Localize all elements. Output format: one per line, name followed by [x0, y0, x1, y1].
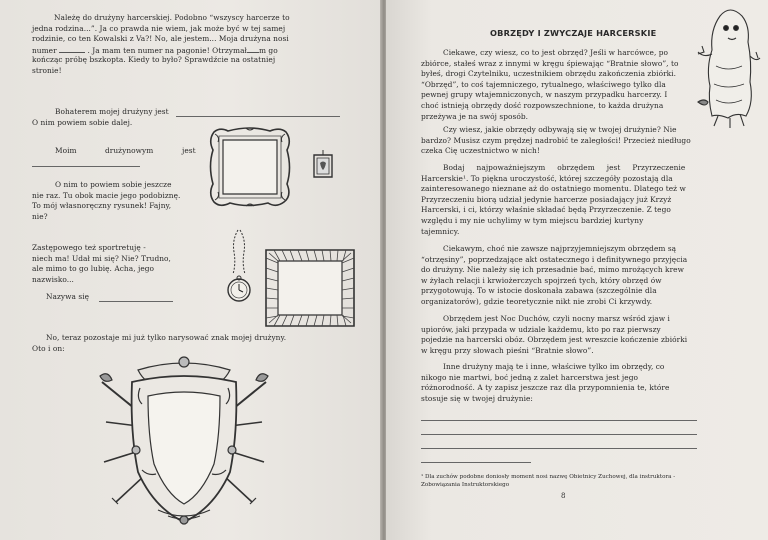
writing-line-3[interactable] — [421, 448, 697, 449]
p4-line-1: Ciekawym, choć nie zawsze najprzyjemniejszym obrzędem są — [443, 244, 677, 253]
p3-line-5: Harcerski, i ci, którzy właśnie składać będą Przyrzeczenie. Z tego — [421, 205, 671, 215]
pocket-watch-icon — [224, 228, 254, 306]
intro-numer-rest: . Ja mam ten numer na pagonie! Otrzymał — [87, 45, 247, 55]
p6-line-4: stosuje się w twojej drużynie: — [421, 393, 533, 403]
p1-line-7: przeżywa je na swój sposób. — [421, 111, 529, 121]
p1-line-4: “Obrzęd”, to coś tajemniczego, rytualnego, właściwego tylko dla — [421, 79, 666, 89]
deputy-line-1: Zastępowego też sportretuję - — [32, 243, 146, 252]
closing-line-2: Oto i on: — [32, 343, 65, 353]
p3-line-7: tajemnicy. — [421, 226, 460, 236]
p4-line-6: organizatorów), gdzie teoretycznie nikt nie zrobi Ci krzywdy. — [421, 297, 653, 306]
about-line-1: O nim to powiem sobie jeszcze — [55, 180, 172, 189]
footnote-rule — [421, 462, 531, 463]
intro-numer: numer — [32, 45, 57, 55]
p4-line-2: “otrzęsiny”, poprzedzające akt ostatecznego i definitywnego przyjęcia — [421, 254, 688, 264]
intro-go: m go — [258, 45, 278, 55]
called-line: Nazywa się — [46, 292, 90, 301]
left-page — [0, 0, 382, 540]
intro-line-5: kończąc próbę bszkopta. Kiedy to było? Sprawdźcie na ostatniej — [32, 55, 276, 65]
p4-line-3: do drużyny. Nie należy się ich przesadnie bać, mimo mrożących krew — [421, 265, 684, 275]
leader-word-3: jest — [182, 146, 196, 155]
p3-line-1: Bodaj najpoważniejszym obrzędem jest Przyrzeczenie — [443, 163, 686, 172]
p3-line-2: Harcerskie¹. To piękna uroczystość, której szczegóły pozostają dla — [421, 173, 673, 183]
footnote-line-1: ¹ Dla zuchów podobne doniosły moment nosi nazwę Obietnicy Zuchowej, dla instruktora - — [421, 473, 676, 480]
p3-line-6: względu i my nie uchylimy w tym miejscu bardziej kurtyny — [421, 216, 644, 225]
intro-line-1: Należę do drużyny harcerskiej. Podobno “wszyscy harcerze to — [54, 13, 290, 22]
p5-line-2: upiorów, jaki przypada w udziale każdemu, kto po raz pierwszy — [421, 324, 661, 334]
p1-line-6: choć istnieją obrzędy dość rozpowszechnione, to każda drużyna — [421, 101, 664, 110]
p1-line-3: byłeś, drogi Czytelniku, uczestnikiem obrzędu zakończenia zbiórki. — [421, 69, 676, 79]
p6-line-1: Inne drużyny mają te i inne, właściwe tylko im obrzędy, co — [443, 362, 665, 371]
about-line-2: nie raz. Tu obok macie jego podobiznę. — [32, 190, 181, 200]
p5-line-1: Obrzędem jest Noc Duchów, czyli nocny marsz wśród zjaw i — [443, 314, 670, 323]
p5-line-3: pojedzie na harcerski obóz. Obrzędem jest wreszcie kończenie zbiórki — [421, 335, 688, 345]
writing-line-1[interactable] — [421, 420, 697, 421]
writing-line-2[interactable] — [421, 434, 697, 435]
about-line-3: To mój własnoręczny rysunek! Fajny, — [32, 201, 172, 211]
p4-line-4: w żyłach relacji i krwiożerczych spojrzeń tych, który obrzęd ów — [421, 275, 662, 285]
p1-line-2: zbiórce, stałeś wraz z innymi w kręgu śpiewając “Bratnie słowo”, to — [421, 58, 679, 68]
p3-line-3: zainteresowanego nieznane aż do ostatniego momentu. Dlatego też w — [421, 184, 686, 194]
deputy-name-blank[interactable] — [99, 301, 173, 302]
p5-line-4: w kręgu przy słowach pieśni “Bratnie słowo”. — [421, 345, 594, 355]
leader-word-2: drużynowym — [105, 146, 154, 155]
intro-line-2: jedna rodzina...”. Ja co prawda nie wiem, jak może być w tej samej — [32, 23, 286, 33]
ghost-illustration — [694, 6, 762, 132]
leader-word-1: Moim — [55, 146, 77, 155]
p2-line-2: bardzo? Musisz czym prędzej nadrobić te zaległości! Przecież niedługo — [421, 135, 691, 145]
intro-line-3: rodzinie, co ten Kowalski z Va?! No, ale jestem... Moja drużyna nosi — [32, 34, 289, 44]
p6-line-2: nikogo nie martwi, boć jedną z zalet harcerstwa jest jego — [421, 372, 638, 382]
leader-name-blank[interactable] — [32, 166, 140, 167]
p1-line-1: Ciekawe, czy wiesz, co to jest obrzęd? Jeśli w harcówce, po — [443, 48, 669, 57]
hero-line-2: O nim powiem sobie dalej. — [32, 118, 133, 127]
p4-line-5: przygotowują. To w istocie doskonała zabawa (szczególnie dla — [421, 286, 657, 296]
footnote-line-2: Zobowiązania Instruktorskiego — [421, 481, 510, 488]
about-line-4: nie? — [32, 211, 48, 221]
deputy-line-3: ale mimo to go lubię. Acha, jego — [32, 264, 155, 274]
deputy-line-2: niech ma! Udał mi się? Nie? Trudno, — [32, 253, 171, 263]
hero-name-blank[interactable] — [176, 116, 340, 117]
ornate-portrait-frame — [208, 126, 292, 208]
p3-line-4: Przyrzeczeniu biorą udział jedynie harcerze posiadający już Krzyż — [421, 194, 672, 204]
p2-line-3: czeka Cię uczestnictwo w nich! — [421, 146, 540, 156]
closing-line-1: No, teraz pozostaje mi już tylko narysować znak mojej drużyny. — [46, 333, 287, 342]
team-number-blank[interactable] — [59, 45, 85, 53]
p1-line-5: pewnej grupy wtajemniczonych, w naszym przypadku harcerzy. I — [421, 90, 668, 100]
gender-blank[interactable] — [247, 45, 259, 53]
deputy-line-4: nazwisko... — [32, 274, 74, 284]
team-emblem-shield — [98, 352, 270, 528]
p6-line-3: różnorodność. A ty zapisz jeszcze raz dla przypomnienia te, które — [421, 383, 670, 393]
right-page — [386, 0, 768, 540]
section-heading: OBRZĘDY I ZWYCZAJE HARCERSKIE — [490, 28, 657, 38]
badge-icon — [312, 150, 334, 180]
page-number: 8 — [561, 492, 566, 500]
striped-portrait-frame — [264, 248, 356, 328]
hero-line: Bohaterem mojej drużyny jest — [55, 107, 169, 116]
intro-line-6: stronie! — [32, 66, 62, 75]
p2-line-1: Czy wiesz, jakie obrzędy odbywają się w twojej drużynie? Nie — [443, 125, 677, 134]
